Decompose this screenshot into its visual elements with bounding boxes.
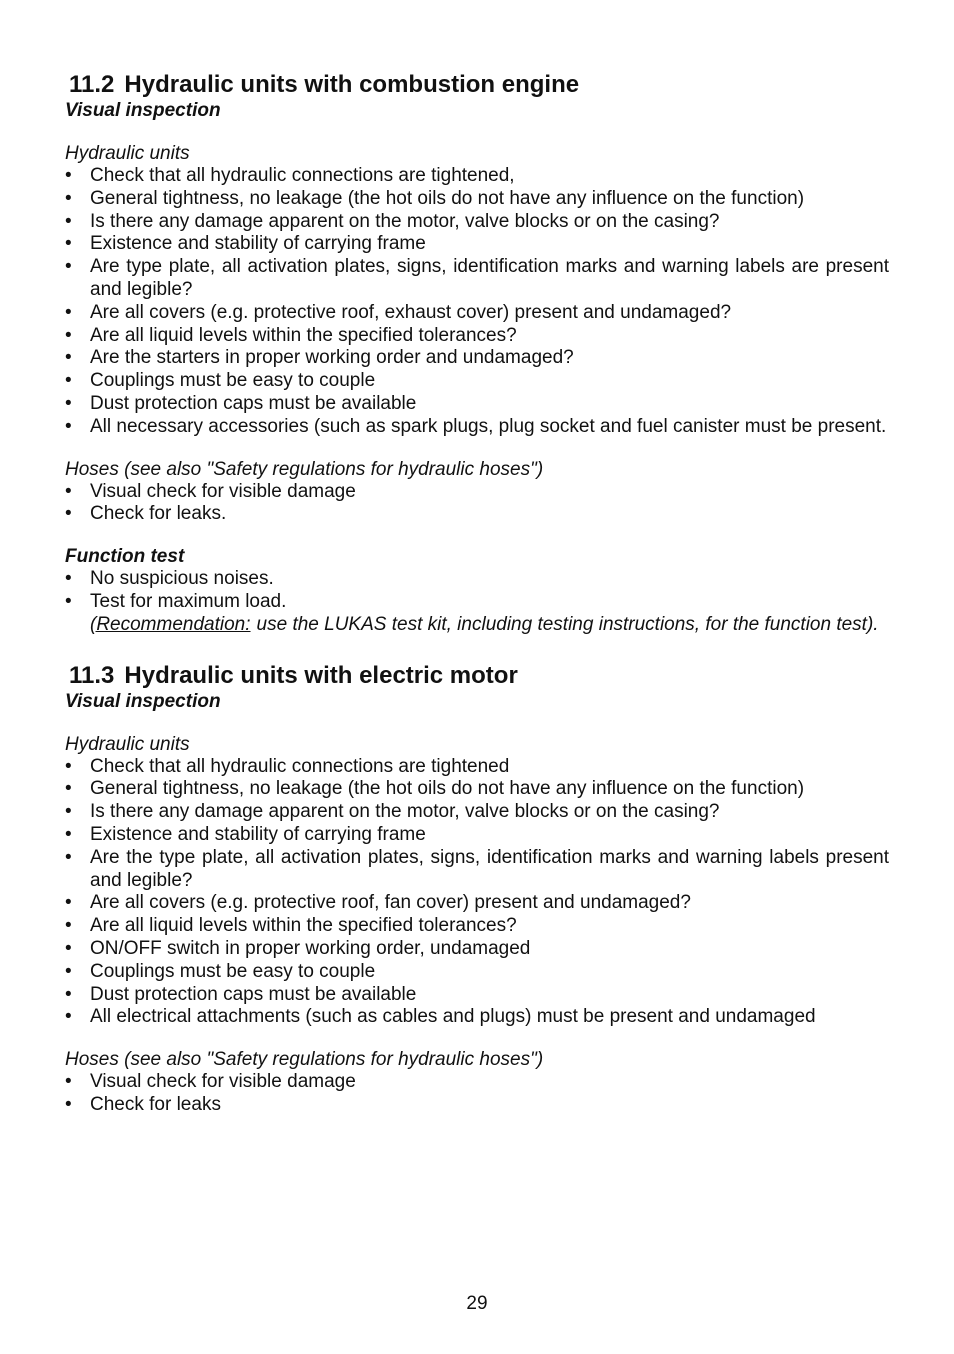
bullet: • [65,915,72,937]
hoses-heading: Hoses (see also "Safety regulations for hydraulic hoses") [65,1049,544,1071]
function-test-list [65,568,889,636]
bullet: • [65,324,72,346]
list-item: • Is there any damage apparent on the motor, valve blocks or on the casing? [65,801,720,823]
section-heading-11-3 [69,661,889,691]
hydraulic-units-list [65,165,889,439]
hoses-heading: Hoses (see also "Safety regulations for hydraulic hoses") [65,458,544,480]
list-item: • ON/OFF switch in proper working order, undamaged [65,937,531,959]
bullet: • [65,892,72,914]
section-number: 11.2 [69,71,115,98]
list-item: • No suspicious noises. [65,568,274,590]
bullet: • [65,846,72,868]
list-item: • Visual check for visible damage [65,1071,356,1093]
bullet: • [65,503,72,525]
bullet: • [65,233,72,255]
list-item: • Are all liquid levels within the specified tolerances? [65,324,517,346]
list-item: • Couplings must be easy to couple [65,960,376,982]
list-item: • Are the type plate, all activation plates, signs, identification marks and warning labels present and legible? [65,846,889,891]
bullet: • [65,165,72,186]
bullet: • [65,960,72,982]
list-item: • Couplings must be easy to couple [65,370,376,392]
hoses-list [65,1071,889,1117]
bullet: • [65,301,72,323]
bullet: • [65,937,72,959]
list-item: • Check for leaks [65,1093,221,1115]
hydraulic-units-list [65,756,889,1030]
recommendation-label: (Recommendation: [90,613,251,635]
bullet: • [65,1071,72,1093]
bullet: • [65,347,72,369]
bullet: • [65,256,72,278]
list-item: • All electrical attachments (such as cables and plugs) must be present and undamaged [65,1006,816,1028]
list-item: • Check that all hydraulic connections are tightened, [65,165,515,186]
bullet: • [65,210,72,232]
list-item: • Is there any damage apparent on the motor, valve blocks or on the casing? [65,210,720,232]
document-page [65,70,889,1117]
bullet: • [65,983,72,1005]
list-item: • Are all covers (e.g. protective roof, fan cover) present and undamaged? [65,892,691,914]
bullet: • [65,801,72,823]
list-item: • Check for leaks. [65,503,227,525]
list-item: • Existence and stability of carrying frame [65,823,426,845]
list-item: • General tightness, no leakage (the hot oils do not have any influence on the function) [65,778,805,800]
bullet: • [65,755,72,777]
visual-inspection-heading: Visual inspection [65,100,221,121]
page-number: 29 [466,1293,488,1314]
list-item: • All necessary accessories (such as spark plugs, plug socket and fuel canister must be present. [65,415,887,437]
visual-inspection-heading: Visual inspection [65,690,221,712]
section-number: 11.3 [69,661,115,689]
hydraulic-units-heading: Hydraulic units [65,143,190,164]
hoses-list [65,481,889,527]
list-item: • Dust protection caps must be available [65,983,417,1005]
list-item: • Dust protection caps must be available [65,392,417,414]
list-item: • Visual check for visible damage [65,480,356,502]
hydraulic-units-heading: Hydraulic units [65,733,190,755]
bullet: • [65,1006,72,1028]
bullet: • [65,480,72,502]
list-item: • Are the starters in proper working order and undamaged? [65,347,574,369]
list-item: • Are all covers (e.g. protective roof, exhaust cover) present and undamaged? [65,301,732,323]
list-item: • Are all liquid levels within the specified tolerances? [65,915,517,937]
bullet: • [65,370,72,392]
bullet: • [65,568,72,590]
list-item: • Are type plate, all activation plates, signs, identification marks and warning labels are present and legible? [65,256,889,300]
list-item: • General tightness, no leakage (the hot oils do not have any influence on the function) [65,187,805,209]
section-title: Hydraulic units with electric motor [124,661,518,689]
section-title: Hydraulic units with combustion engine [124,71,580,98]
list-item: • Check that all hydraulic connections are tightened [65,755,510,777]
bullet: • [65,392,72,414]
bullet: • [65,823,72,845]
bullet: • [65,590,72,612]
bullet: • [65,187,72,209]
function-test-heading: Function test [65,546,185,568]
list-item: • Test for maximum load. (Recommendation: use the LUKAS test kit, including testing instructions, for the function test). [65,591,889,637]
bullet: • [65,1093,72,1115]
bullet: • [65,415,72,437]
recommendation-text: use the LUKAS test kit, including testing instructions, for the function test). [256,613,879,635]
list-item: • Existence and stability of carrying frame [65,233,426,255]
bullet: • [65,778,72,800]
section-heading-11-2 [69,70,889,100]
recommendation-note [90,614,889,637]
